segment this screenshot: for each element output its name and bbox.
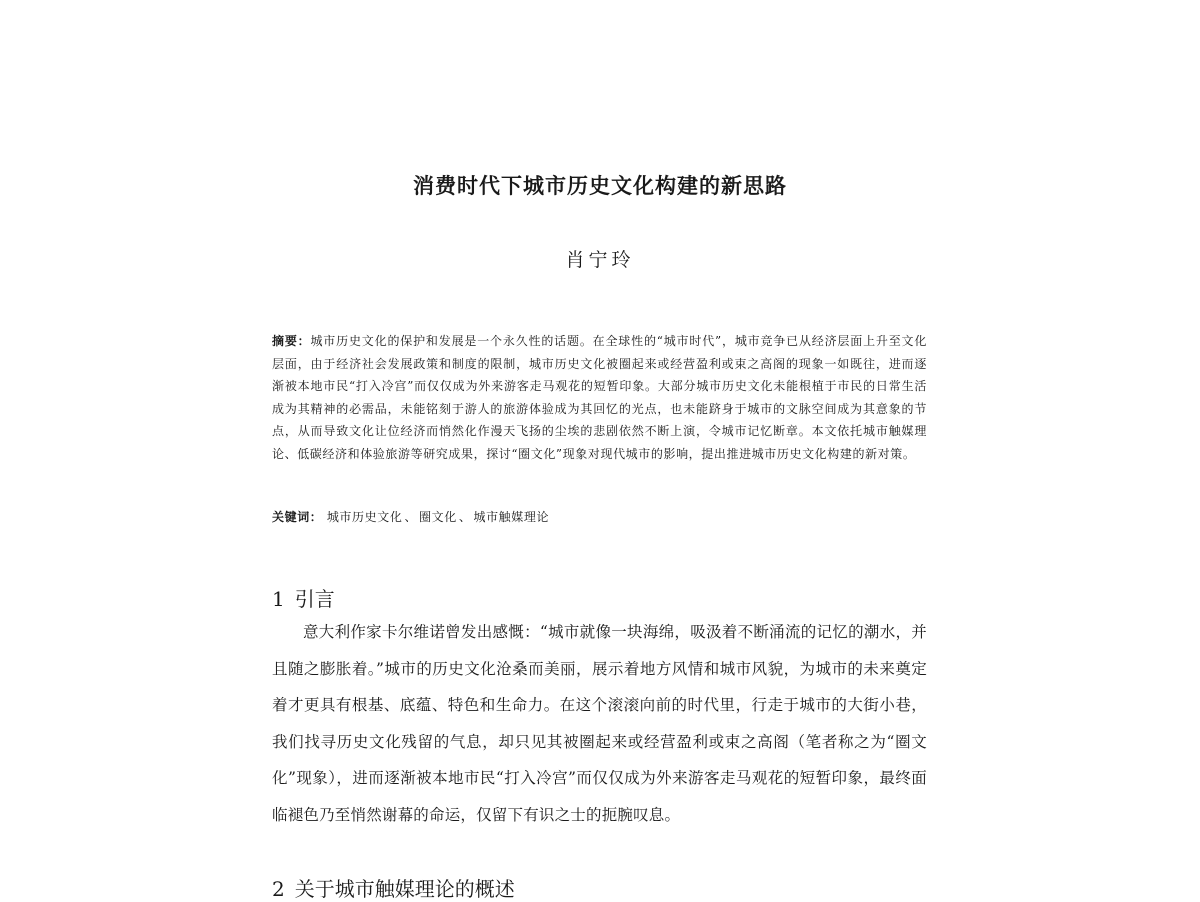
keyword-item: 城市历史文化 xyxy=(326,510,403,524)
paper-title: 消费时代下城市历史文化构建的新思路 xyxy=(413,174,787,198)
section-heading-catalyst-theory xyxy=(272,873,515,902)
section-title: 关于城市触媒理论的概述 xyxy=(294,877,515,901)
keyword-item: 城市触媒理论 xyxy=(473,510,550,524)
section-number: 1 xyxy=(272,587,285,611)
introduction-paragraph: 意大利作家卡尔维诺曾发出感慨：“城市就像一块海绵，吸汲着不断涌流的记忆的潮水，并且随之膨胀着。”城市的历史文化沧桑而美丽，展示着地方风情和城市风貌，为城市的未来奠定着才更具有根基、底蕴、特色和生命力。在这个滚滚向前的时代里，行走于城市的大街小巷，我们找寻历史文化残留的气息，却只见其被圈起来或经营盈利或束之高阁（笔者称之为“圈文化”现象），进而逐渐被本地市民“打入冷宫”而仅仅成为外来游客走马观花的短暂印象，最终面临褪色乃至悄然谢幕的命运，仅留下有识之士的扼腕叹息。 xyxy=(272,623,927,824)
section-heading-introduction xyxy=(272,583,335,612)
section-title: 引言 xyxy=(294,587,335,611)
keyword-item: 圈文化 xyxy=(419,510,457,524)
keywords xyxy=(272,506,927,528)
abstract-label: 摘要： xyxy=(272,334,311,348)
abstract-text: 城市历史文化的保护和发展是一个永久性的话题。在全球性的“城市时代”，城市竞争已从经济层面上升至文化层面，由于经济社会发展政策和制度的限制，城市历史文化被圈起来或经营盈利或束之高阁的现象一如既往，进而逐渐被本地市民“打入冷宫”而仅仅成为外来游客走马观花的短暂印象。大部分城市历史文化未能根植于市民的日常生活成为其精神的必需品，未能铭刻于游人的旅游体验成为其回忆的光点，也未能跻身于城市的文脉空间成为其意象的节点，从而导致文化让位经济而悄然化作漫天飞扬的尘埃的悲剧依然不断上演，令城市记忆断章。本文依托城市触媒理论、低碳经济和体验旅游等研究成果，探讨“圈文化”现象对现代城市的影响，提出推进城市历史文化构建的新对策。 xyxy=(272,334,927,461)
keyword-separator: 、 xyxy=(404,510,418,524)
abstract xyxy=(272,330,927,465)
section-number: 2 xyxy=(272,877,285,901)
keywords-label: 关键词： xyxy=(272,510,323,524)
paper-author: 肖宁玲 xyxy=(565,249,635,271)
keyword-separator: 、 xyxy=(458,510,472,524)
